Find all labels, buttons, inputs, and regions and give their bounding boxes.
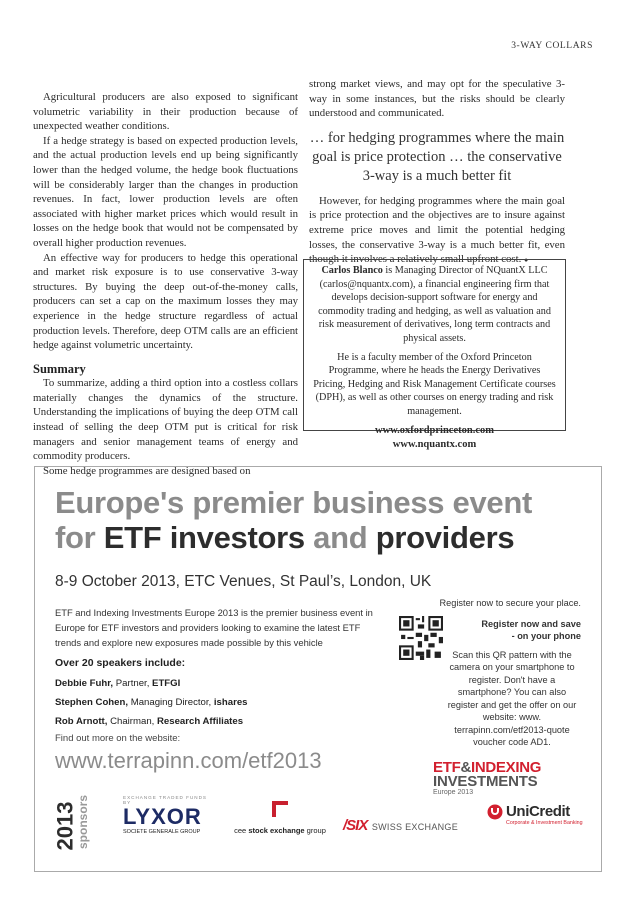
sponsor-unicredit-logo[interactable] xyxy=(487,803,592,826)
sponsors-strip xyxy=(53,785,589,861)
paragraph: strong market views, and may opt for the speculative 3-way in some instances, but the risks should be clearly understood and communicated. xyxy=(309,78,565,120)
logo-indexing-text: INDEXING xyxy=(470,759,542,776)
headline-bold: providers xyxy=(375,520,515,555)
summary-heading: Summary xyxy=(33,361,86,376)
unicredit-subtitle: Corporate & Investment Banking xyxy=(506,820,583,826)
speaker-org: Research Affiliates xyxy=(157,716,244,727)
paragraph: If a hedge strategy is based on expected production levels, and the actual production levels end up being significantly lower than the hedged volume, the hedge book fluctuations will be considerably larger than the changes in production revenues. In fact, lower production levels are often associated with higher market prices which would result in losses on the hedge book that would not be compensated by overall higher production revenues. xyxy=(33,134,298,249)
speaker-role: Managing Director, xyxy=(128,697,214,708)
event-date: 8-9 October 2013, ETC Venues, St Paul’s, London, UK xyxy=(55,573,432,590)
speaker-org: ETFGI xyxy=(152,678,181,689)
register-text: Register now to secure your place. xyxy=(439,598,581,608)
logo-investments-text: INVESTMENTS xyxy=(433,773,538,790)
cee-bold-text: stock exchange xyxy=(248,826,305,835)
lyxor-tagline: EXCHANGE TRADED FUNDS BY xyxy=(123,795,207,805)
speakers-heading: Over 20 speakers include: xyxy=(55,657,186,669)
cee-mark-icon xyxy=(270,799,290,819)
headline-text: and xyxy=(304,520,376,555)
speaker-name: Debbie Fuhr, xyxy=(55,678,114,689)
left-column xyxy=(33,90,298,478)
end-mark-icon: ● xyxy=(524,256,529,265)
register-save-subheading: - on your phone xyxy=(511,631,581,641)
cee-wordmark xyxy=(225,826,335,835)
sponsor-lyxor-logo[interactable] xyxy=(123,795,213,835)
sponsor-cee-logo[interactable] xyxy=(225,799,335,835)
paragraph: Agricultural producers are also exposed to significant volumetric variability in their production because of unexpected weather conditions. xyxy=(33,91,298,133)
advertisement xyxy=(34,466,602,872)
speaker-name: Rob Arnott, xyxy=(55,716,108,727)
cee-text: cee xyxy=(234,826,249,835)
running-head: 3-WAY COLLARS xyxy=(511,41,593,51)
unicredit-wordmark: UniCredit xyxy=(506,803,570,820)
unicredit-mark-icon xyxy=(487,804,503,820)
speakers-list xyxy=(55,657,248,735)
register-panel xyxy=(406,597,581,749)
find-out-text: Find out more on the website: xyxy=(55,733,181,744)
speaker xyxy=(55,716,248,727)
six-wordmark: SWISS EXCHANGE xyxy=(371,822,459,832)
sponsors-year: 2013 xyxy=(52,801,78,851)
speaker-name: Stephen Cohen, xyxy=(55,697,129,708)
logo-etf-text: ETF xyxy=(433,759,461,776)
pull-quote: … for hedging programmes where the main goal is price protection … the conservative 3-way is a much better fit xyxy=(309,129,565,184)
speaker xyxy=(55,697,248,708)
lyxor-wordmark: LYXOR xyxy=(123,804,202,829)
speaker-role: Chairman, xyxy=(107,716,157,727)
logo-amp: & xyxy=(460,759,471,776)
sponsor-six-logo[interactable] xyxy=(343,817,473,835)
six-mark: /SIX xyxy=(343,817,368,834)
link-nquantx[interactable]: www.nquantx.com xyxy=(392,439,477,451)
headline-bold: ETF investors xyxy=(103,520,305,555)
register-save-heading: Register now and save xyxy=(481,618,581,629)
paragraph: To summarize, adding a third option into a costless collars materially changes the dynamics of the structure. Understanding the implications of buying the deep OTM call instead of selling the deep OTM put is critical for risk managers and senior management teams of energy and commodity producers. xyxy=(33,377,298,463)
link-oxfordprinceton[interactable]: www.oxfordprinceton.com xyxy=(375,424,494,436)
event-intro: ETF and Indexing Investments Europe 2013 is the premier business event in Europe for ETF investors and providers looking to examine the latest ETF trends and explore new exposures made possible by this vehicle xyxy=(55,607,373,648)
headline-line-2 xyxy=(55,520,532,555)
speaker-role: Partner, xyxy=(113,678,153,689)
headline-text: for xyxy=(55,520,104,555)
lyxor-subtitle: SOCIETE GENERALE GROUP xyxy=(123,829,201,835)
speaker xyxy=(55,678,248,689)
scan-instructions: Scan this QR pattern with the camera on your smartphone to register. Don't have a smartphone? You can also register and get the offer on our website: www. terrapinn.com/etf2013-quote voucher code AD1. xyxy=(447,649,577,747)
event-website-link[interactable]: www.terrapinn.com/etf2013 xyxy=(55,748,322,773)
author-bio-box xyxy=(303,259,566,451)
bio-text: is Managing Director of NQuantX LLC (carlos@nquantx.com), a financial engineering firm that develops decision-support software for energy and commodity trading and hedging, as well as valuation and risk measurement of derivatives, long term contracts and physical assets. xyxy=(318,265,551,344)
headline-line-1: Europe's premier business event xyxy=(55,485,533,520)
bio-paragraph: He is a faculty member of the Oxford Princeton Programme, where he heads the Energy Derivatives Pricing, Hedging and Risk Management Certificate courses (DPH), as well as other courses on energy trading and risk management. xyxy=(313,351,556,417)
sponsors-label xyxy=(53,789,95,859)
sponsors-word: sponsors xyxy=(76,794,91,850)
logo-year-text: Europe 2013 xyxy=(433,789,474,796)
right-column xyxy=(309,77,565,268)
author-name: Carlos Blanco xyxy=(321,265,383,276)
paragraph xyxy=(309,194,565,268)
bio-paragraph xyxy=(312,264,557,346)
cee-text: group xyxy=(304,826,326,835)
speaker-org: ishares xyxy=(213,697,248,708)
paragraph: Some hedge programmes are designed based on xyxy=(43,464,251,477)
paragraph: An effective way for producers to hedge this operational and market risk exposure is to use conservative 3-way structures. By buying the deep out-of-the-money calls, producers can set a cap on the maximum losses they may experience in the hedge structure regardless of actual production levels. Therefore, deep OTM calls are an efficient hedge against volumetric uncertainty. xyxy=(33,251,298,352)
paragraph-text: However, for hedging programmes where the main goal is price protection and the objectives are to insure against extreme price moves and limit the potential hedging losses, the conservative 3-way is a much better fit, even though it involves a relatively small upfront cost. xyxy=(309,194,565,266)
ad-headline xyxy=(55,485,532,555)
